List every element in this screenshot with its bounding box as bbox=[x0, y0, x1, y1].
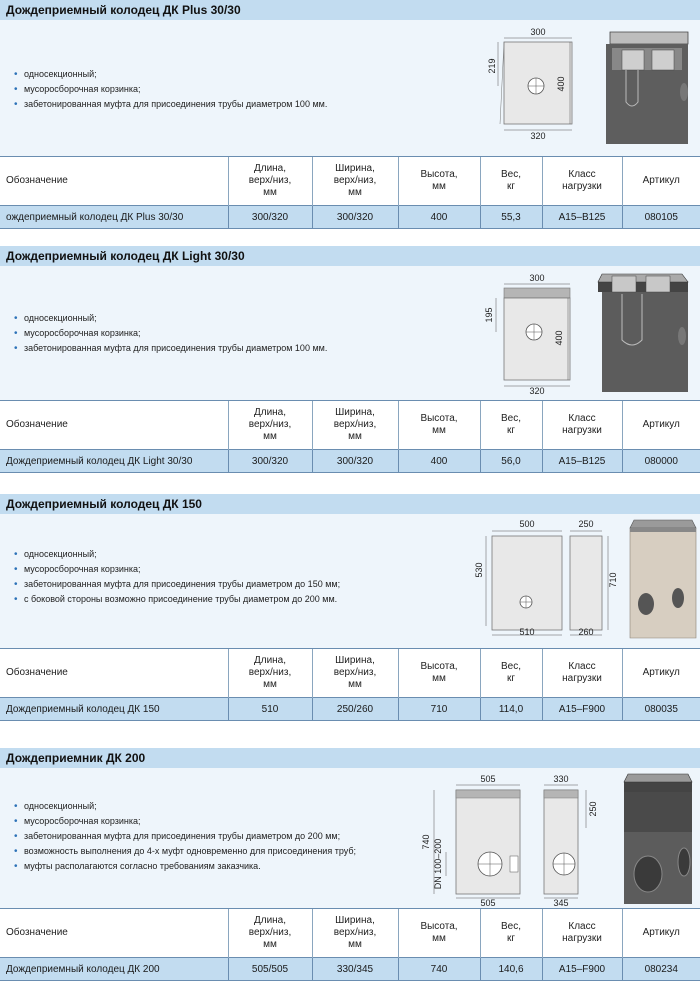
table-cell: A15–F900 bbox=[542, 958, 622, 981]
dim-label: 260 bbox=[578, 627, 594, 637]
dim-label: DN 100–200 bbox=[433, 838, 443, 890]
table-cell: 300/320 bbox=[312, 206, 398, 229]
feature-list bbox=[14, 67, 327, 112]
section-title: Дождеприемник ДК 200 bbox=[0, 748, 700, 768]
table-header-row bbox=[0, 909, 700, 958]
table-cell: 080234 bbox=[622, 958, 700, 981]
column-header: Длина, верх/низ, мм bbox=[228, 649, 312, 698]
dim-label: 320 bbox=[530, 131, 546, 140]
feature-list bbox=[14, 311, 327, 356]
technical-drawing bbox=[472, 516, 624, 644]
column-header: Класс нагрузки bbox=[542, 401, 622, 450]
column-header: Обозначение bbox=[0, 909, 228, 958]
list-item: • муфты располагаются согласно требованиям заказчика. bbox=[14, 859, 356, 874]
product-render bbox=[614, 772, 696, 908]
column-header: Вес, кг bbox=[480, 649, 542, 698]
section-title: Дождеприемный колодец ДК Light 30/30 bbox=[0, 246, 700, 266]
table-cell: Дождеприемный колодец ДК 150 bbox=[0, 698, 228, 721]
column-header: Ширина, верх/низ, мм bbox=[312, 909, 398, 958]
list-item: • односекционный; bbox=[14, 67, 327, 82]
dim-label: 505 bbox=[480, 774, 496, 784]
column-header: Высота, мм bbox=[398, 649, 480, 698]
table-row bbox=[0, 206, 700, 229]
column-header: Высота, мм bbox=[398, 401, 480, 450]
dim-label: 400 bbox=[556, 76, 566, 92]
table-cell: 140,6 bbox=[480, 958, 542, 981]
column-header: Высота, мм bbox=[398, 909, 480, 958]
table-cell: 400 bbox=[398, 206, 480, 229]
dim-label: 320 bbox=[529, 386, 545, 396]
table-cell: Дождеприемный колодец ДК Light 30/30 bbox=[0, 450, 228, 473]
table-header-row bbox=[0, 649, 700, 698]
section-title: Дождеприемный колодец ДК 150 bbox=[0, 494, 700, 514]
column-header: Ширина, верх/низ, мм bbox=[312, 649, 398, 698]
spec-table bbox=[0, 156, 700, 229]
section-dk-light bbox=[0, 246, 700, 470]
column-header: Артикул bbox=[622, 909, 700, 958]
section-dk-200 bbox=[0, 748, 700, 980]
section-title: Дождеприемный колодец ДК Plus 30/30 bbox=[0, 0, 700, 20]
column-header: Обозначение bbox=[0, 401, 228, 450]
table-row bbox=[0, 958, 700, 981]
list-item: • мусоросборочная корзинка; bbox=[14, 326, 327, 341]
list-item: • мусоросборочная корзинка; bbox=[14, 82, 327, 97]
list-item: • забетонированная муфта для присоединения трубы диаметром 100 мм. bbox=[14, 97, 327, 112]
column-header: Класс нагрузки bbox=[542, 909, 622, 958]
table-header-row bbox=[0, 401, 700, 450]
dim-label: 530 bbox=[474, 562, 484, 578]
table-cell: 250/260 bbox=[312, 698, 398, 721]
table-cell: 114,0 bbox=[480, 698, 542, 721]
table-cell: A15–B125 bbox=[542, 450, 622, 473]
column-header: Артикул bbox=[622, 401, 700, 450]
column-header: Артикул bbox=[622, 157, 700, 206]
list-item: • мусоросборочная корзинка; bbox=[14, 814, 356, 829]
table-row bbox=[0, 698, 700, 721]
column-header: Обозначение bbox=[0, 157, 228, 206]
table-cell: A15–B125 bbox=[542, 206, 622, 229]
table-cell: 56,0 bbox=[480, 450, 542, 473]
dim-label: 510 bbox=[519, 627, 535, 637]
feature-list bbox=[14, 799, 356, 874]
column-header: Обозначение bbox=[0, 649, 228, 698]
column-header: Ширина, верх/низ, мм bbox=[312, 401, 398, 450]
table-cell: A15–F900 bbox=[542, 698, 622, 721]
table-cell: 505/505 bbox=[228, 958, 312, 981]
table-cell: 300/320 bbox=[228, 206, 312, 229]
dim-label: 345 bbox=[553, 898, 569, 908]
list-item: • забетонированная муфта для присоединения трубы диаметром до 200 мм; bbox=[14, 829, 356, 844]
column-header: Длина, верх/низ, мм bbox=[228, 157, 312, 206]
feature-list bbox=[14, 547, 340, 607]
table-cell: 300/320 bbox=[228, 450, 312, 473]
table-row bbox=[0, 450, 700, 473]
list-item: • мусоросборочная корзинка; bbox=[14, 562, 340, 577]
technical-drawing bbox=[482, 270, 574, 396]
dim-label: 400 bbox=[554, 330, 564, 346]
dim-label: 505 bbox=[480, 898, 496, 908]
dim-label: 500 bbox=[519, 519, 535, 529]
table-cell: 330/345 bbox=[312, 958, 398, 981]
dim-label: 219 bbox=[487, 58, 497, 74]
spec-table bbox=[0, 908, 700, 981]
column-header: Вес, кг bbox=[480, 401, 542, 450]
table-cell: 740 bbox=[398, 958, 480, 981]
column-header: Класс нагрузки bbox=[542, 157, 622, 206]
list-item: • односекционный; bbox=[14, 311, 327, 326]
column-header: Артикул bbox=[622, 649, 700, 698]
list-item: • односекционный; bbox=[14, 547, 340, 562]
dim-label: 300 bbox=[530, 27, 546, 37]
table-cell: 080035 bbox=[622, 698, 700, 721]
technical-drawing bbox=[416, 772, 612, 908]
table-cell: 300/320 bbox=[312, 450, 398, 473]
list-item: • односекционный; bbox=[14, 799, 356, 814]
table-cell: 080000 bbox=[622, 450, 700, 473]
table-cell: 510 bbox=[228, 698, 312, 721]
dim-label: 250 bbox=[578, 519, 594, 529]
dim-label: 740 bbox=[421, 834, 431, 850]
technical-drawing bbox=[484, 22, 574, 140]
table-cell: 55,3 bbox=[480, 206, 542, 229]
list-item: • возможность выполнения до 4-х муфт одновременно для присоединения труб; bbox=[14, 844, 356, 859]
column-header: Вес, кг bbox=[480, 157, 542, 206]
column-header: Ширина, верх/низ, мм bbox=[312, 157, 398, 206]
list-item: • забетонированная муфта для присоединения трубы диаметром до 150 мм; bbox=[14, 577, 340, 592]
column-header: Длина, верх/низ, мм bbox=[228, 909, 312, 958]
dim-label: 330 bbox=[553, 774, 569, 784]
product-render bbox=[626, 518, 698, 642]
product-render bbox=[592, 30, 692, 148]
dim-label: 300 bbox=[529, 273, 545, 283]
dim-label: 710 bbox=[608, 572, 618, 588]
table-header-row bbox=[0, 157, 700, 206]
dim-label: 250 bbox=[588, 801, 598, 817]
column-header: Высота, мм bbox=[398, 157, 480, 206]
table-cell: ождеприемный колодец ДК Plus 30/30 bbox=[0, 206, 228, 229]
table-cell: Дождеприемный колодец ДК 200 bbox=[0, 958, 228, 981]
table-cell: 400 bbox=[398, 450, 480, 473]
spec-table bbox=[0, 648, 700, 721]
column-header: Вес, кг bbox=[480, 909, 542, 958]
product-render bbox=[592, 270, 692, 396]
list-item: • с боковой стороны возможно присоединение трубы диаметром до 200 мм. bbox=[14, 592, 340, 607]
column-header: Класс нагрузки bbox=[542, 649, 622, 698]
table-cell: 080105 bbox=[622, 206, 700, 229]
list-item: • забетонированная муфта для присоединения трубы диаметром 100 мм. bbox=[14, 341, 327, 356]
table-cell: 710 bbox=[398, 698, 480, 721]
dim-label: 195 bbox=[484, 307, 494, 323]
column-header: Длина, верх/низ, мм bbox=[228, 401, 312, 450]
section-dk-150 bbox=[0, 494, 700, 720]
spec-table bbox=[0, 400, 700, 473]
section-dk-plus bbox=[0, 0, 700, 224]
